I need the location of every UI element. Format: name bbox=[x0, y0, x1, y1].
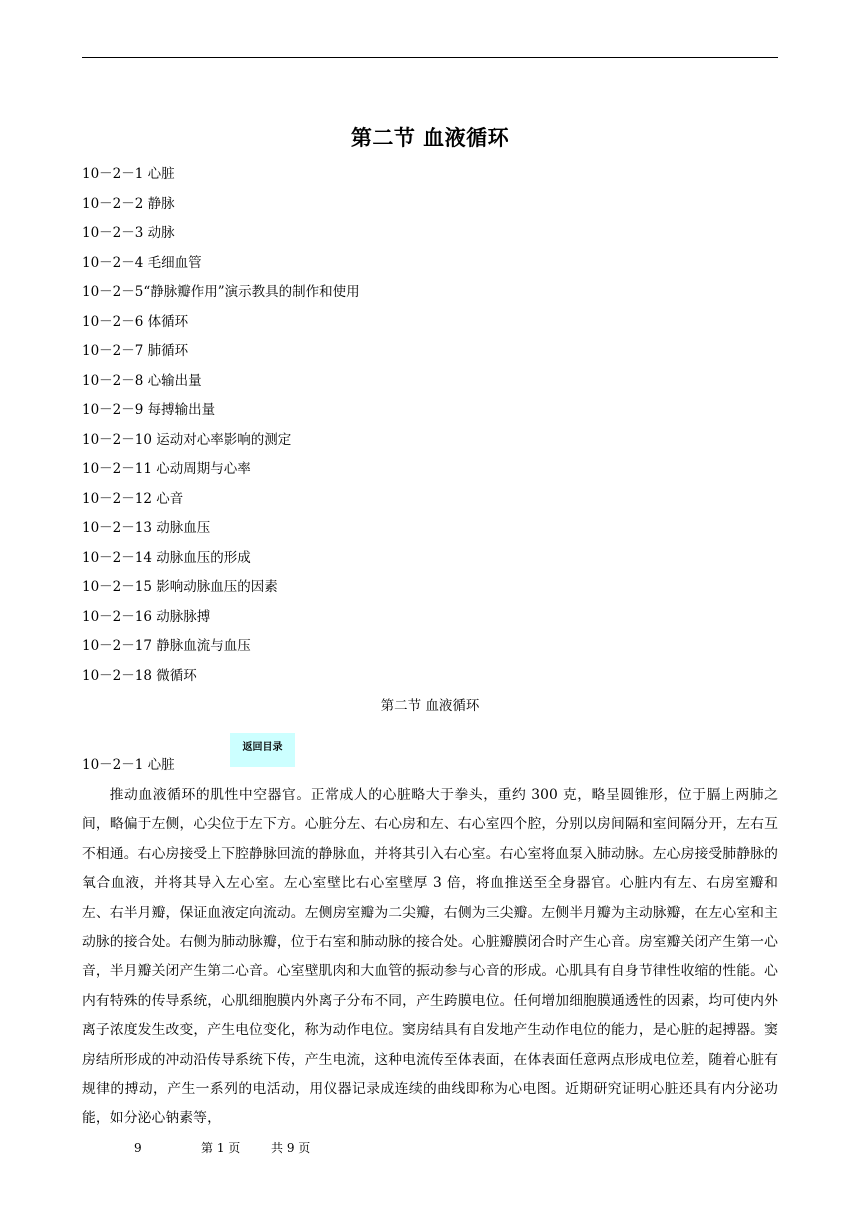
toc-item[interactable]: 10－2－12 心音 bbox=[82, 490, 184, 507]
toc-item[interactable]: 10－2－11 心动周期与心率 bbox=[82, 461, 251, 477]
section-heading: 第二节 血液循环 bbox=[380, 698, 480, 714]
toc-item[interactable]: 10－2－10 运动对心率影响的测定 bbox=[82, 431, 292, 448]
toc-item[interactable]: 10－2－8 心输出量 bbox=[82, 372, 202, 389]
footer-page-count: 9 bbox=[134, 1141, 142, 1155]
toc-item[interactable]: 10－2－13 动脉血压 bbox=[82, 520, 211, 536]
toc-item[interactable]: 10－2－18 微循环 bbox=[82, 667, 197, 684]
toc-item[interactable]: 10－2－2 静脉 bbox=[82, 195, 175, 212]
toc-item[interactable]: 10－2－6 体循环 bbox=[82, 313, 189, 330]
footer-total-pages: 共 9 页 bbox=[271, 1141, 311, 1155]
toc-item[interactable]: 10－2－14 动脉血压的形成 bbox=[82, 549, 251, 566]
toc-item[interactable]: 10－2－3 动脉 bbox=[82, 225, 175, 241]
toc-item[interactable]: 10－2－16 动脉脉搏 bbox=[82, 608, 211, 625]
page-title: 第二节 血液循环 bbox=[350, 126, 510, 150]
page-footer bbox=[0, 1137, 860, 1159]
toc-item[interactable]: 10－2－7 肺循环 bbox=[82, 343, 189, 359]
toc-item[interactable]: 10－2－17 静脉血流与血压 bbox=[82, 638, 251, 654]
footer-current-page: 第 1 页 bbox=[201, 1141, 241, 1155]
toc-item[interactable]: 10－2－4 毛细血管 bbox=[82, 254, 202, 271]
toc-item[interactable]: 10－2－5“静脉瓣作用”演示教具的制作和使用 bbox=[82, 284, 360, 300]
back-to-toc-button[interactable]: 返回目录 bbox=[230, 733, 295, 767]
body-paragraph: 推动血液循环的肌性中空器官。正常成人的心脏略大于拳头，重约 300 克，略呈圆锥形，位于膈上两肺之间，略偏于左侧，心尖位于左下方。心脏分左、右心房和左、右心室四个腔，分别以房间隔和室间隔分开，左右互不相通。右心房接受上下腔静脉回流的静脉血，并将其引入右心室。右心室将血泵入肺动脉。左心房接受肺静脉的氧合血液，并将其导入左心室。左心室壁比右心室壁厚 3 倍，将血推送至全身器官。心脏内有左、右房室瓣和左、右半月瓣，保证血液定向流动。左侧房室瓣为二尖瓣，右侧为三尖瓣。左侧半月瓣为主动脉瓣，在左心室和主动脉的接合处。右侧为肺动脉瓣，位于右室和肺动脉的接合处。心脏瓣膜闭合时产生心音。房室瓣关闭产生第一心音，半月瓣关闭产生第二心音。心室壁肌肉和大血管的振动参与心音的形成。心肌具有自身节律性收缩的性能。心内有特殊的传导系统，心肌细胞膜内外离子分布不同，产生跨膜电位。任何增加细胞膜通透性的因素，均可使内外离子浓度发生改变，产生电位变化，称为动作电位。窦房结具有自发地产生动作电位的能力，是心脏的起搏器。窦房结所形成的冲动沿传导系统下传，产生电流，这种电流传至体表面，在体表面任意两点形成电位差，随着心脏有规律的搏动，产生一系列的电活动，用仪器记录成连续的曲线即称为心电图。近期研究证明心脏还具有内分泌功能，如分泌心钠素等， bbox=[82, 787, 778, 1127]
table-of-contents bbox=[82, 163, 360, 694]
header-rule bbox=[82, 57, 778, 58]
toc-item[interactable]: 10－2－1 心脏 bbox=[82, 166, 175, 182]
toc-item[interactable]: 10－2－15 影响动脉血压的因素 bbox=[82, 579, 278, 595]
toc-item[interactable]: 10－2－9 每搏输出量 bbox=[82, 402, 216, 418]
subsection-label: 10－2－1 心脏 bbox=[82, 757, 175, 773]
